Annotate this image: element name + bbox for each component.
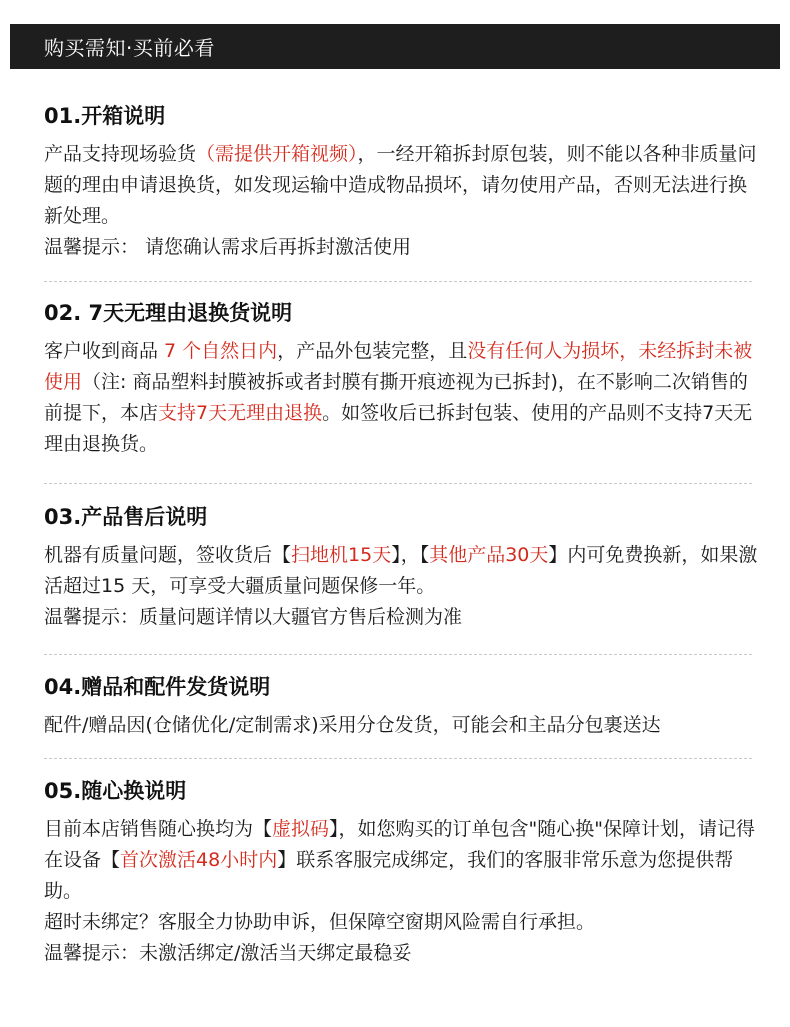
section-body (44, 139, 760, 232)
notice-text: 超时未绑定？客服全力协助申诉，但保障空窗期风险需自行承担。 (44, 911, 596, 933)
body-text: 产品支持现场验货 (44, 143, 197, 165)
body-text: 目前本店销售随心换均为【 (44, 818, 273, 840)
body-text: （注: 商品塑料封膜被拆或者封膜有撕开痕迹视为已拆封)，在不影响二次销售的前提下，本店 (44, 371, 748, 424)
divider (44, 758, 752, 759)
highlight-text: 首次激活48小时内 (120, 849, 278, 871)
body-text: 。如签收后已拆封包装、使用的产品则不支持7天无理由退换货。 (44, 402, 753, 455)
body-text: ，一经开箱拆封原包装，则不能以各种非质量问题的理由申请退换货，如发现运输中造成物品损坏，请勿使用产品，否则无法进行换新处理。 (44, 143, 757, 227)
section-title: 02. 7天无理由退换货说明 (44, 301, 293, 325)
divider (44, 654, 752, 655)
highlight-text: 扫地机15天 (291, 544, 392, 566)
body-text: 】，【 (391, 544, 430, 566)
tip-text: 温馨提示：质量问题详情以大疆官方售后检测为准 (44, 606, 463, 628)
highlight-text: 其他产品30天 (429, 544, 549, 566)
highlight-text: （需提供开箱视频） (196, 143, 358, 165)
body-text: 机器有质量问题，签收货后【 (44, 544, 292, 566)
section-worry-free-swap (44, 776, 760, 969)
section-title: 04.赠品和配件发货说明 (44, 675, 271, 699)
body-text: 】，如您购买的订单包含"随心换"保障计划，请记得在设备【 (44, 818, 756, 871)
section-title: 05.随心换说明 (44, 779, 187, 803)
section-gifts-shipping (44, 672, 760, 741)
section-body: 配件/赠品因(仓储优化/定制需求)采用分仓发货，可能会和主品分包裹送达 (44, 714, 661, 736)
section-after-sales (44, 502, 760, 633)
section-unboxing (44, 101, 760, 263)
highlight-text: 7 个自然日内 (164, 340, 278, 362)
section-body (44, 540, 760, 602)
section-7day-return (44, 298, 760, 460)
section-body (44, 814, 760, 907)
body-text: ，产品外包装完整，且 (277, 340, 468, 362)
body-text: 】联系客服完成绑定，我们的客服非常乐意为您提供帮助。 (44, 849, 734, 902)
tip-text: 温馨提示： 请您确认需求后再拆封激活使用 (44, 236, 412, 258)
divider (44, 483, 752, 484)
divider (44, 281, 752, 282)
section-title: 01.开箱说明 (44, 104, 166, 128)
body-text: 客户收到商品 (44, 340, 165, 362)
highlight-text: 支持7天无理由退换 (158, 402, 323, 424)
header-bar (10, 24, 780, 69)
tip-text: 温馨提示：未激活绑定/激活当天绑定最稳妥 (44, 942, 412, 964)
section-body (44, 336, 760, 460)
body-text: 】内可免费换新，如果激活超过15 天，可享受大疆质量问题保修一年。 (44, 544, 758, 597)
highlight-text: 没有任何人为损坏，未经拆封未被使用 (44, 340, 753, 393)
section-title: 03.产品售后说明 (44, 505, 208, 529)
highlight-text: 虚拟码 (272, 818, 330, 840)
page-title: 购买需知·买前必看 (44, 36, 215, 60)
